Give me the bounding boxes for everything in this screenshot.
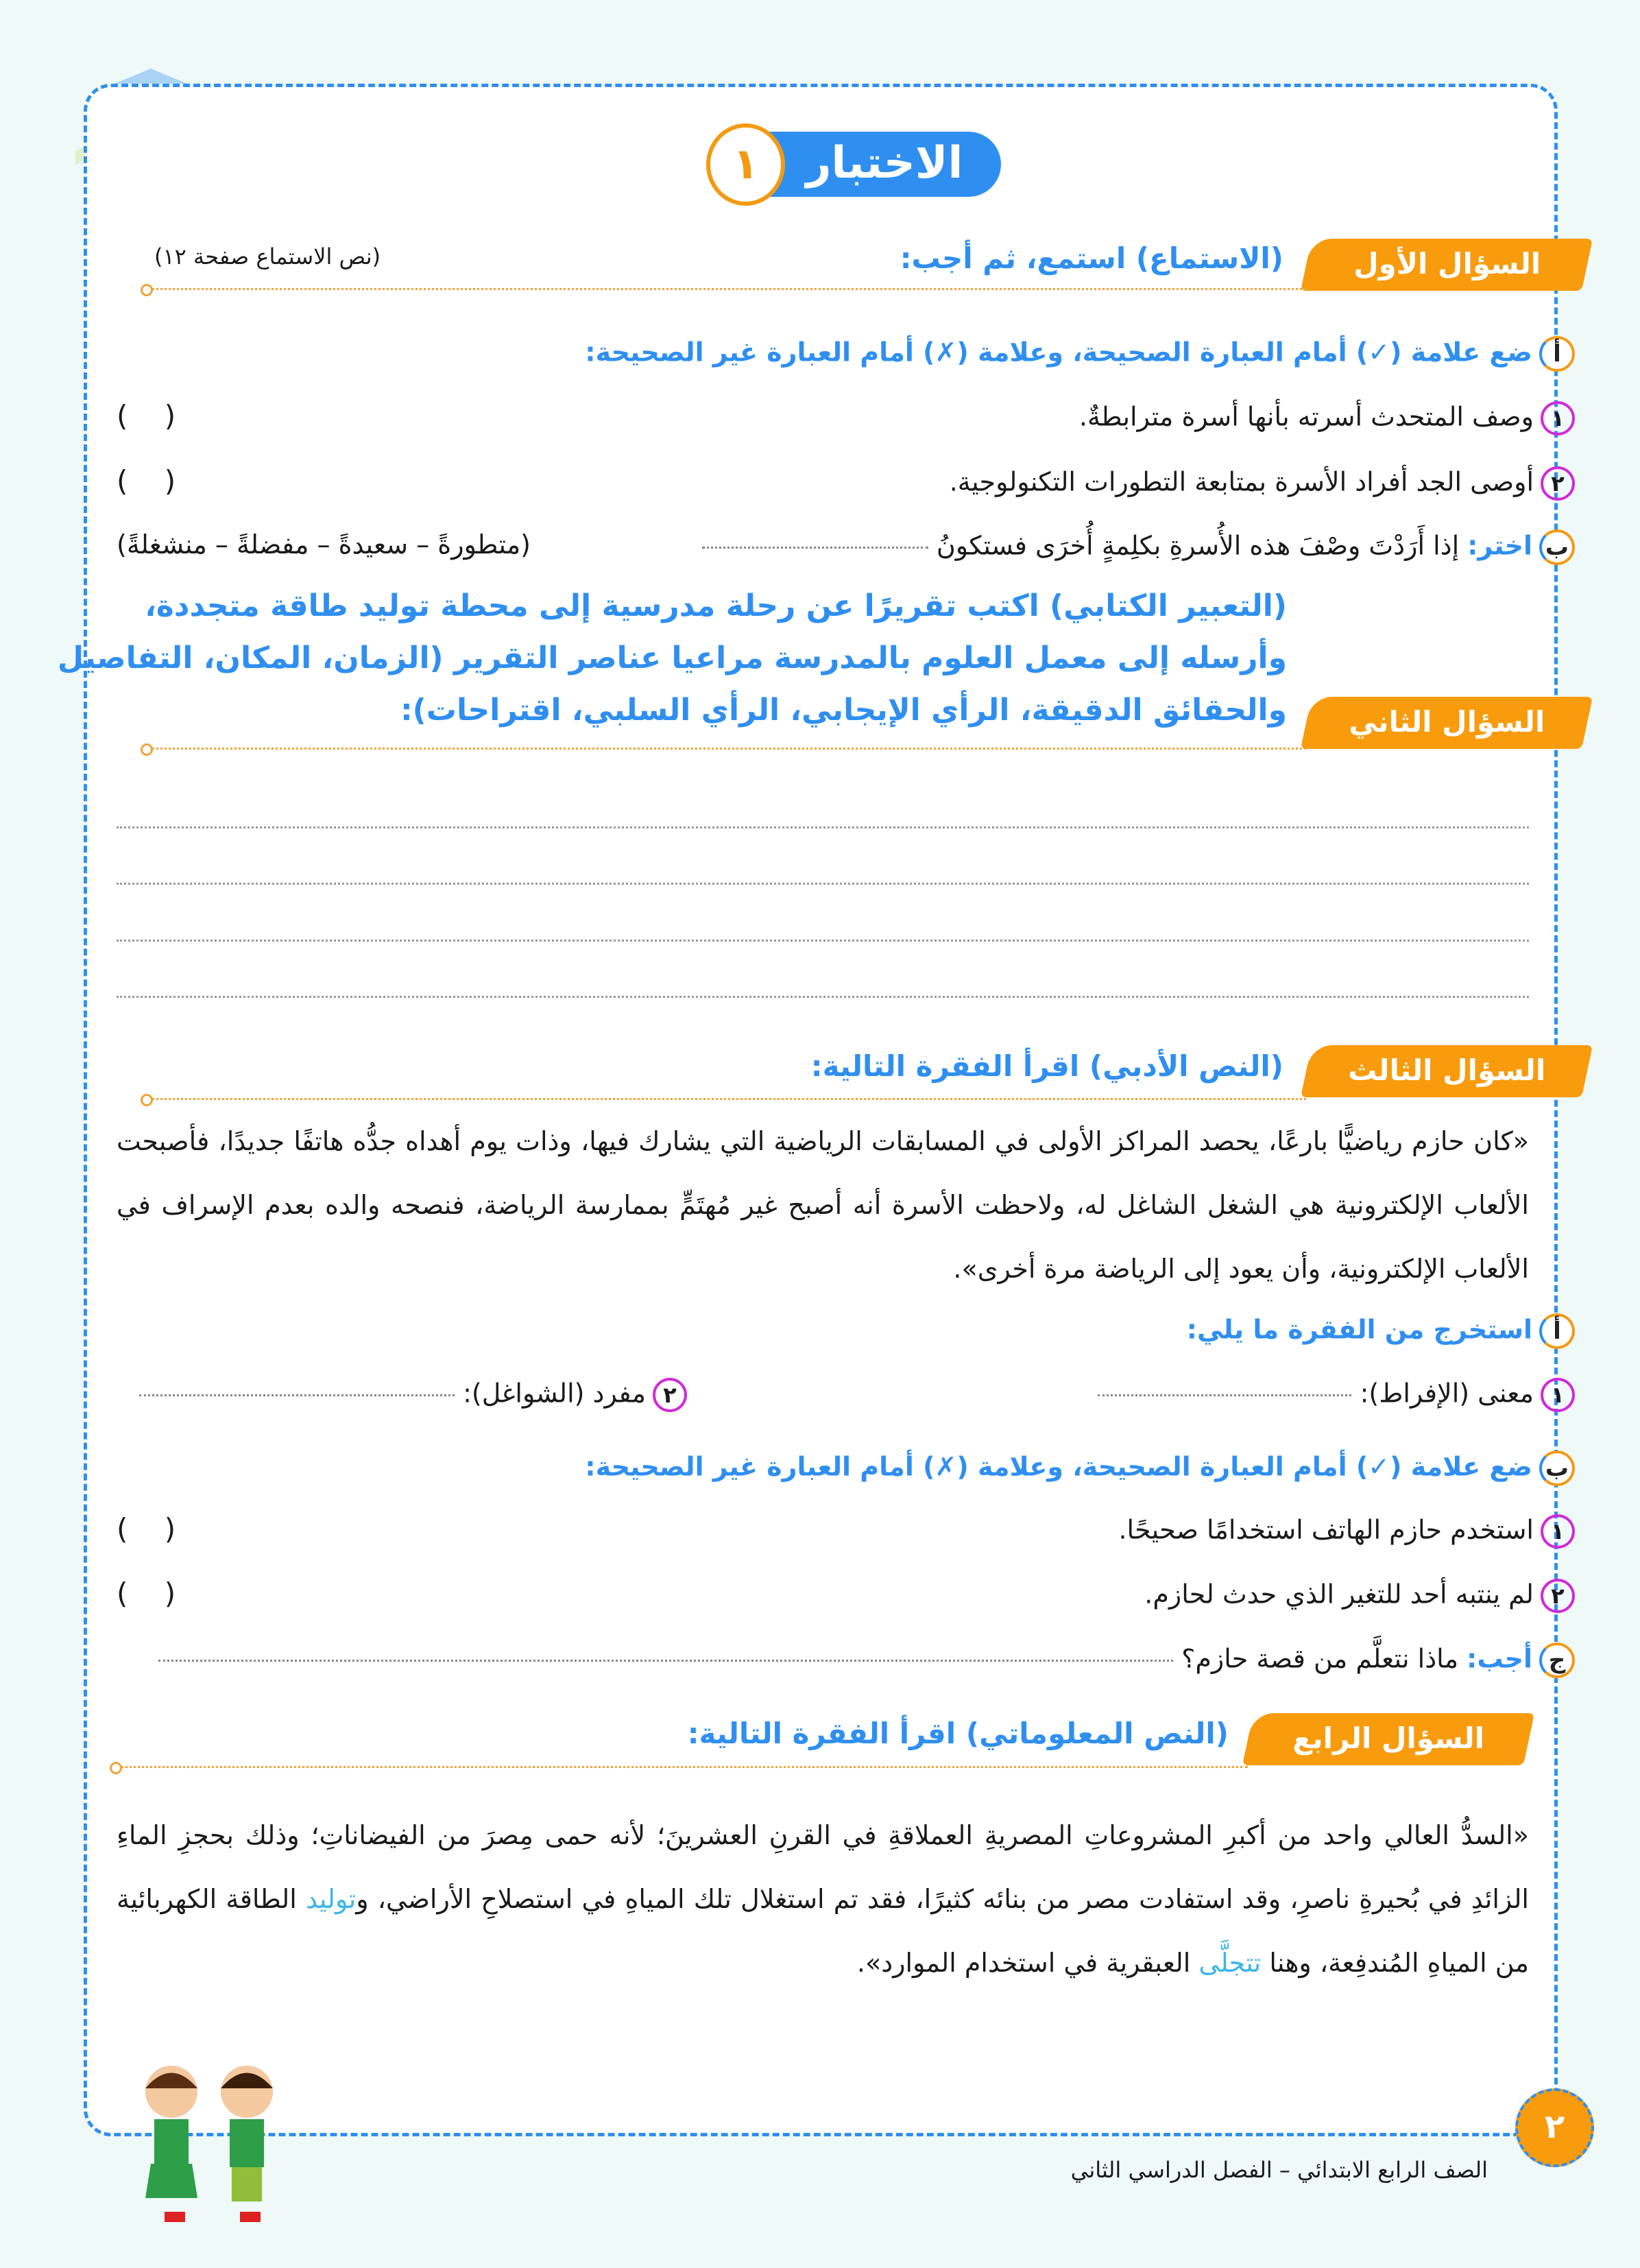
answer-box[interactable]: ( )	[117, 1512, 176, 1546]
q1-item-2: ٢أوصى الجد أفراد الأسرة بمتابعة التطورات التكنولوجية.	[950, 466, 1575, 501]
answer-line[interactable]	[117, 940, 1529, 942]
q1-item-1: ١وصف المتحدث أسرته بأنها أسرة مترابطةٌ.	[1079, 401, 1575, 435]
exam-title: الاختبار	[768, 132, 1001, 197]
q3-a-item-2: ٢مفرد (الشواغل):	[139, 1378, 687, 1412]
footer-grade: الصف الرابع الابتدائي – الفصل الدراسي الثاني	[1070, 2157, 1488, 2183]
q3-paragraph: «كان حازم رياضيًّا بارعًا، يحصد المراكز الأولى في المسابقات الرياضية التي يشارك فيها، وذات يوم أهداه جدُّه هاتفًا جديدًا، فأصبحت الألعاب الإلكترونية هي الشغل الشاغل له، ولاحظت الأسرة أنه أصبح غير مُهتَمٍّ بممارسة الرياضة، فنصحه والده بعدم الإسراف في الألعاب الإلكترونية، وأن يعود إلى الرياضة مرة أخرى».	[117, 1126, 1529, 1284]
q3-part-b: بضع علامة (✓) أمام العبارة الصحيحة، وعلامة (✗) أمام العبارة غير الصحيحة:	[585, 1451, 1575, 1486]
q1-part-a: أضع علامة (✓) أمام العبارة الصحيحة، وعلامة (✗) أمام العبارة غير الصحيحة:	[585, 336, 1575, 372]
q2-line-3: والحقائق الدقيقة، الرأي الإيجابي، الرأي السلبي، اقتراحات):	[400, 693, 1287, 728]
divider	[147, 288, 1306, 290]
answer-line[interactable]	[117, 883, 1529, 885]
q4-paragraph: «السدُّ العالي واحد من أكبرِ المشروعاتِ المصريةِ العملاقةِ في القرنِ العشرينَ؛ لأنه حمى مِصرَ من الفيضاناتِ؛ وذلك بحجزِ الماءِ الزائدِ في بُحيرةِ ناصرِ، وقد استفادت مصر من بنائه كثيرًا، فقد تم استغلال تلك المياهِ في استصلاحِ الأراضي، وتوليد الطاقة الكهربائية من المياهِ المُندفِعة، وهنا تتجلَّى العبقرية في استخدام الموارد».	[117, 1820, 1529, 1978]
question-1-heading: (الاستماع) استمع، ثم أجب:	[900, 241, 1283, 275]
q2-line-1: (التعبير الكتابي) اكتب تقريرًا عن رحلة مدرسية إلى محطة توليد طاقة متجددة،	[145, 588, 1287, 623]
q3-a-item-1: ١معنى (الإفراط):	[1098, 1378, 1575, 1412]
question-3-heading: (النص الأدبي) اقرأ الفقرة التالية:	[810, 1049, 1283, 1083]
question-3-tab: السؤال الثالث	[1301, 1045, 1593, 1097]
kids-illustration	[117, 2051, 309, 2232]
answer-box[interactable]: ( )	[117, 464, 176, 498]
question-2-tab: السؤال الثاني	[1301, 697, 1593, 749]
page-number: ٢	[1515, 2088, 1594, 2167]
q1-options: (متطورةً – سعيدةً – مفضلةً – منشغلةً)	[117, 529, 531, 560]
answer-box[interactable]: ( )	[117, 1577, 176, 1610]
answer-blank[interactable]	[158, 1660, 1173, 1662]
divider	[117, 1766, 1248, 1768]
answer-blank[interactable]	[1098, 1394, 1351, 1396]
q1-part-b: باختر: إذا أَرَدْتَ وصْفَ هذه الأُسرةِ بكلِمةٍ أُخرَى فستكونُ	[702, 529, 1575, 565]
q3-b-item-2: ٢لم ينتبه أحد للتغير الذي حدث لحازم.	[1144, 1579, 1575, 1613]
q3-part-a: أاستخرج من الفقرة ما يلي:	[1187, 1313, 1575, 1349]
answer-blank[interactable]	[702, 547, 928, 549]
answer-line[interactable]	[117, 996, 1529, 998]
answer-box[interactable]: ( )	[117, 399, 176, 433]
answer-blank[interactable]	[139, 1394, 455, 1396]
q2-line-2: وأرسله إلى معمل العلوم بالمدرسة مراعيا عناصر التقرير (الزمان، المكان، التفاصيل	[57, 641, 1287, 676]
listening-note: (نص الاستماع صفحة ١٢)	[154, 243, 381, 270]
answer-line[interactable]	[117, 826, 1529, 828]
question-1-tab: السؤال الأول	[1301, 239, 1593, 291]
q3-part-c: جأجب: ماذا نتعلَّم من قصة حازم؟	[158, 1643, 1575, 1678]
exam-number: ١	[706, 123, 785, 206]
question-4-heading: (النص المعلوماتي) اقرأ الفقرة التالية:	[687, 1717, 1229, 1750]
divider	[147, 748, 1306, 750]
q3-b-item-1: ١استخدم حازم الهاتف استخدامًا صحيحًا.	[1118, 1514, 1575, 1549]
question-4-tab: السؤال الرابع	[1242, 1713, 1534, 1765]
divider	[147, 1098, 1306, 1100]
